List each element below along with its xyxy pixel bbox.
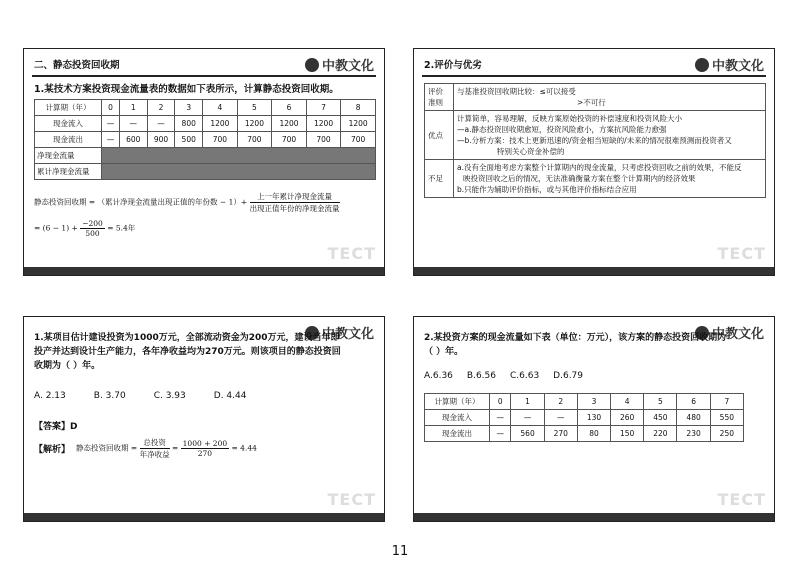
table-cell: 现金流出 (425, 426, 490, 442)
table-cell: 0 (490, 394, 511, 410)
table-cell: 7 (710, 394, 743, 410)
row-content: a.没有全面地考虑方案整个计算期内的现金流量，只考虑投资回收之前的效果，不能反 映投资回收之后的情况，无法准确衡量方案在整个计算期内的经济效果 b.只能作为辅助评价指标，或与其他评价指标结合应用 (454, 160, 766, 198)
table-cell: 6 (272, 100, 307, 116)
watermark: TECT (717, 244, 766, 263)
fraction: $\frac{-200}{500}$ (82, 219, 103, 238)
table-cell: — (147, 116, 175, 132)
blank-cell (102, 164, 376, 180)
table-cell: 3 (577, 394, 610, 410)
logo: 中教文化 (305, 323, 374, 342)
section-title: 2.评价与优劣 (424, 60, 482, 71)
table-cell: 700 (272, 132, 307, 148)
table-row (425, 111, 766, 160)
row-label: 评价准则 (425, 84, 454, 111)
table-cell: — (544, 410, 577, 426)
table-cell: 220 (644, 426, 677, 442)
table-cell: 500 (175, 132, 203, 148)
table-row (35, 132, 376, 148)
logo: 中教文化 (695, 55, 764, 74)
table-cell: 1 (119, 100, 147, 116)
logo: 中教文化 (305, 55, 374, 74)
table-cell: 270 (544, 426, 577, 442)
table-cell: — (511, 410, 544, 426)
table-cell: 550 (710, 410, 743, 426)
slide-exercise-2 (413, 316, 775, 522)
table-cell: 5 (644, 394, 677, 410)
footer-bar (414, 513, 774, 521)
table-row (35, 164, 376, 180)
table-cell: 累计净现金流量 (35, 164, 102, 180)
cashflow-table (424, 393, 744, 442)
answer-options (424, 371, 583, 381)
footer-bar (24, 267, 384, 275)
table-cell: 700 (306, 132, 341, 148)
table-row (35, 116, 376, 132)
question-text: 1.某项目估计建设投资为1000万元，全部流动资金为200万元，建设当年即投产并达到设计生产能力，各年净收益均为270万元。则该项目的静态投资回收期为（ ）年。 (34, 333, 341, 371)
row-label: 优点 (425, 111, 454, 160)
fraction: $\frac{\text{上一年累计净现金流量}}{\text{出现正值年份的净现金流量}}$ (249, 192, 340, 213)
cashflow-table (34, 99, 376, 180)
payback-formula: 静态投资回收期 = （累计净现金流量出现正值的年份数 − 1）+ $\frac{\text{上一年累计净现金流量}}{\text{出现正值年份的净现金流量}}$ (34, 192, 340, 213)
table-cell: 2 (147, 100, 175, 116)
table-row (425, 410, 744, 426)
watermark: TECT (717, 490, 766, 509)
table-row (35, 148, 376, 164)
payback-calculation: = (6 − 1) + $\frac{-200}{500}$ = 5.4年 (34, 219, 136, 238)
table-cell: 5 (237, 100, 272, 116)
table-cell: 560 (511, 426, 544, 442)
answer-label: 【答案】D (34, 422, 78, 432)
table-cell: 700 (341, 132, 376, 148)
table-cell: — (119, 116, 147, 132)
slide-exercise-1 (23, 316, 385, 522)
watermark: TECT (327, 244, 376, 263)
option-d: D.6.79 (553, 371, 584, 381)
slide-evaluation (413, 48, 775, 276)
question-text: 2.某投资方案的现金流量如下表（单位：万元），该方案的静态投资回收期为（ ）年。 (424, 333, 727, 357)
blank-cell (102, 148, 376, 164)
logo-icon (305, 58, 319, 72)
table-cell: — (102, 116, 120, 132)
analysis-formula: 静态投资回收期 = $\frac{\text{总投资}}{\text{年净收益}}$ = $\frac{1000 + 200}{270}$ = 4.44 (76, 438, 257, 459)
table-cell: 450 (644, 410, 677, 426)
divider (32, 75, 376, 77)
table-cell: 80 (577, 426, 610, 442)
analysis: 【解析】 静态投资回收期 = $\frac{\text{总投资}}{\text{年净收益}}$ = $\frac{1000 + 200}{270}$ = 4.44 (34, 438, 257, 459)
table-cell: 计算期（年） (425, 394, 490, 410)
table-cell: — (102, 132, 120, 148)
answer-options (34, 391, 246, 401)
watermark: TECT (327, 490, 376, 509)
option-a: A. 2.13 (34, 391, 66, 401)
table-cell: 250 (710, 426, 743, 442)
option-c: C. 3.93 (153, 391, 186, 401)
slide-static-payback (23, 48, 385, 276)
table-cell: 4 (611, 394, 644, 410)
logo-icon (695, 58, 709, 72)
evaluation-table (424, 83, 766, 198)
table-cell: 700 (237, 132, 272, 148)
table-cell: 1200 (272, 116, 307, 132)
table-cell: 900 (147, 132, 175, 148)
table-row (425, 84, 766, 111)
table-cell: 700 (203, 132, 238, 148)
table-cell: 0 (102, 100, 120, 116)
option-c: C.6.63 (509, 371, 540, 381)
table-cell: 现金流出 (35, 132, 102, 148)
option-b: B.6.56 (466, 371, 496, 381)
table-cell: 净现金流量 (35, 148, 102, 164)
option-d: D. 4.44 (213, 391, 247, 401)
table-cell: 260 (611, 410, 644, 426)
table-cell: 1 (511, 394, 544, 410)
table-cell: 1200 (203, 116, 238, 132)
table-cell: 6 (677, 394, 710, 410)
table-cell: 8 (341, 100, 376, 116)
table-cell: — (490, 426, 511, 442)
fraction: $\frac{\text{总投资}}{\text{年净收益}}$ (139, 438, 170, 459)
table-cell: 130 (577, 410, 610, 426)
table-cell: 计算期（年） (35, 100, 102, 116)
table-cell: 230 (677, 426, 710, 442)
table-header-row (425, 394, 744, 410)
row-label: 不足 (425, 160, 454, 198)
table-cell: 150 (611, 426, 644, 442)
table-cell: 现金流入 (35, 116, 102, 132)
table-row (425, 426, 744, 442)
table-cell: 7 (306, 100, 341, 116)
row-content: 与基准投资回收期比较：≤可以接受 >不可行 (454, 84, 766, 111)
question-text: 1.某技术方案投资现金流量表的数据如下表所示，计算静态投资回收期。 (34, 84, 339, 95)
table-header-row (35, 100, 376, 116)
table-cell: — (490, 410, 511, 426)
table-cell: 1200 (341, 116, 376, 132)
logo: 中教文化 (695, 323, 764, 342)
table-cell: 4 (203, 100, 238, 116)
table-cell: 3 (175, 100, 203, 116)
divider (422, 75, 766, 77)
table-cell: 800 (175, 116, 203, 132)
option-b: B. 3.70 (93, 391, 126, 401)
footer-bar (24, 513, 384, 521)
page-number: 11 (391, 544, 409, 559)
table-cell: 600 (119, 132, 147, 148)
table-cell: 2 (544, 394, 577, 410)
table-cell: 1200 (237, 116, 272, 132)
section-title: 二、静态投资回收期 (34, 60, 120, 71)
option-a: A.6.36 (424, 371, 453, 381)
table-cell: 1200 (306, 116, 341, 132)
table-row (425, 160, 766, 198)
fraction: $\frac{1000 + 200}{270}$ (182, 439, 228, 458)
table-cell: 现金流入 (425, 410, 490, 426)
row-content: 计算简单，容易理解，反映方案原始投资的补偿速度和投资风险大小 —a.静态投资回收期愈短，投资风险愈小，方案抗风险能力愈强 —b.分析方案：技术上更新迅速的/资金相当短缺的/未来的情况很难预测而投资者又 特别关心资金补偿的 (454, 111, 766, 160)
table-cell: 480 (677, 410, 710, 426)
footer-bar (414, 267, 774, 275)
